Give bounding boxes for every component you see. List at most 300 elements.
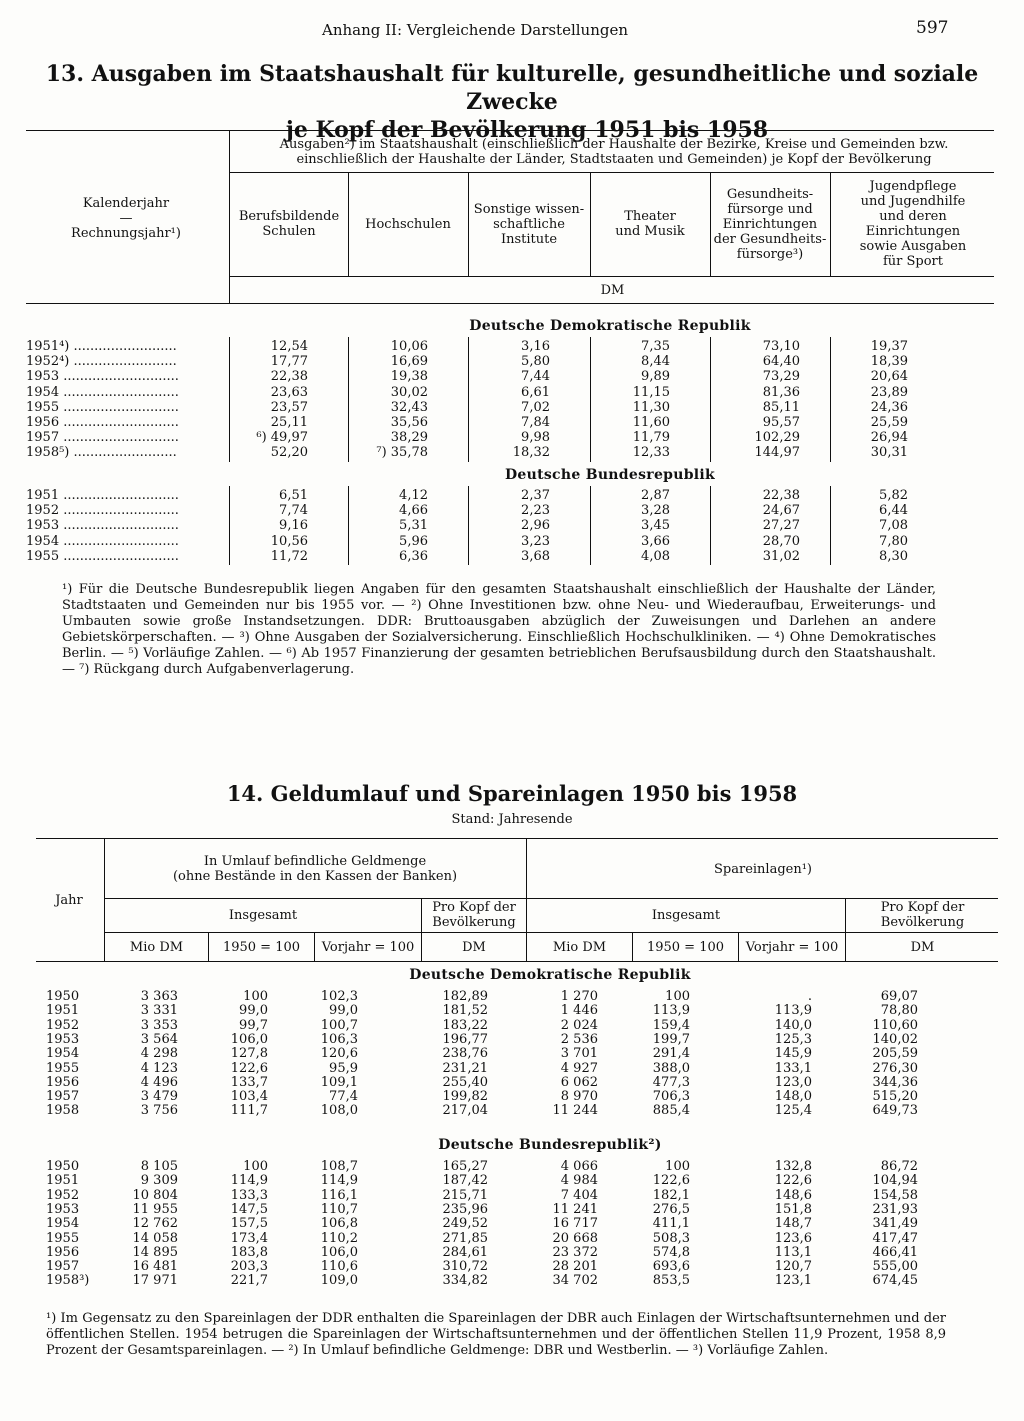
table-cell: 114,9 [230,1173,268,1189]
table-cell: 103,4 [230,1089,268,1105]
table-cell: 183,22 [442,1017,488,1033]
table-row [0,400,1024,415]
row-year: 1952 [46,1017,80,1033]
table-cell: 344,36 [872,1074,918,1090]
table-cell: 113,9 [774,1003,812,1019]
row-year: 1957 [46,1089,80,1105]
row-label: 1952⁴) ......................... [26,354,177,370]
table-cell: 853,5 [652,1273,690,1289]
table-cell: 73,10 [762,339,800,354]
table-cell: 81,36 [762,384,800,400]
table13-section-title: Deutsche Bundesrepublik [504,467,716,483]
table-row [0,1018,1024,1033]
table-cell: 16,69 [390,354,428,370]
table-cell: 3,23 [521,533,550,549]
table-cell: 221,7 [230,1273,268,1289]
table-cell: 16 717 [552,1216,598,1232]
table-cell: 199,7 [652,1031,690,1047]
table-cell: 6,61 [521,384,550,400]
table14-sub-mio-1: Mio DM [129,939,184,955]
table-cell: 132,8 [774,1159,812,1174]
table-cell: 181,52 [442,1003,488,1019]
row-label: 1954 ............................ [26,384,179,400]
table-row [0,1061,1024,1076]
col-divider [208,932,209,961]
table-cell: 4 123 [140,1060,178,1076]
table-cell: 110,6 [320,1259,358,1275]
table-cell: 102,3 [320,989,358,1004]
row-label: 1954 ............................ [26,533,179,549]
table-row [0,339,1024,354]
row-year: 1958³) [46,1273,90,1289]
table-cell: 7 404 [560,1187,598,1203]
table-cell: 125,3 [774,1031,812,1047]
table-cell: 8 105 [140,1159,178,1174]
table-cell: 12 762 [132,1216,178,1232]
table-cell: 706,3 [652,1089,690,1105]
table-cell: 4 298 [140,1046,178,1062]
table-cell: 157,5 [230,1216,268,1232]
table-cell: 10,06 [390,339,428,354]
row-year: 1954 [46,1046,80,1062]
row-label: 1957 ............................ [26,430,179,446]
table-cell: 291,4 [652,1046,690,1062]
table-cell: 5,31 [399,518,428,534]
table-cell: 14 895 [132,1244,178,1260]
table-cell: 22,38 [762,488,800,503]
table13-col-theater: Theater und Musik [615,209,685,239]
table-cell: 231,21 [442,1060,488,1076]
table-cell: 574,8 [652,1244,690,1260]
table-cell: 2,23 [521,503,550,519]
table-cell: 508,3 [652,1230,690,1246]
table-cell: 25,59 [870,415,908,430]
table-cell: 3 701 [560,1046,598,1062]
table-cell: 165,27 [442,1159,488,1174]
table-cell: 7,08 [879,518,908,534]
table-cell: 255,40 [442,1074,488,1090]
table-cell: 145,9 [774,1046,812,1062]
table-cell: 122,6 [774,1173,812,1189]
table-cell: 203,3 [230,1259,268,1275]
table-cell: 113,9 [652,1003,690,1019]
table-cell: 693,6 [652,1259,690,1275]
table-cell: 7,44 [521,369,550,385]
table13-col-institute: Sonstige wissen- schaftliche Institute [473,201,585,247]
row-label: 1955 ............................ [26,399,179,415]
table-cell: 159,4 [652,1017,690,1033]
table-cell: 19,37 [870,339,908,354]
table-cell: 151,8 [774,1201,812,1217]
table-cell: 144,97 [754,445,800,461]
table-cell: 52,20 [270,445,308,461]
table14-title: 14. Geldumlauf und Spareinlagen 1950 bis 1958 [226,781,798,806]
table-cell: 411,1 [652,1216,690,1232]
table-cell: 187,42 [442,1173,488,1189]
table-cell: 477,3 [652,1074,690,1090]
table14-prokopf-1: Pro Kopf der Bevölkerung [432,900,516,930]
table-cell: 77,4 [329,1089,358,1105]
table-cell: 123,1 [774,1273,812,1289]
row-label: 1953 ............................ [26,518,179,534]
table14-insgesamt-1: Insgesamt [228,907,298,923]
table13-title [20,60,1004,144]
row-year: 1950 [46,1159,80,1174]
row-year: 1953 [46,1201,80,1217]
table-cell: 1 270 [560,989,598,1004]
col-divider [830,172,831,276]
table-cell: 32,43 [390,399,428,415]
row-year: 1955 [46,1230,80,1246]
table-row [0,1159,1024,1174]
table-cell: 417,47 [872,1230,918,1246]
table-row [0,1032,1024,1047]
table13-col-gesundheit: Gesundheits- fürsorge und Einrichtungen der Gesundheits- fürsorge³) [713,186,827,262]
table-cell: 4,12 [399,488,428,503]
table14-sub-dm-2: DM [910,939,935,955]
table-cell: 11,15 [632,384,670,400]
table-cell: 10,56 [270,533,308,549]
table14-section-title: Deutsche Bundesrepublik²) [438,1137,662,1153]
table-row [0,415,1024,430]
table-cell: 466,41 [872,1244,918,1260]
page-number: 597 [916,18,949,38]
table-cell: 3 353 [140,1017,178,1033]
table-cell: 28,70 [762,533,800,549]
table-cell: 276,30 [872,1060,918,1076]
table-cell: 147,5 [230,1201,268,1217]
row-label: 1952 ............................ [26,503,179,519]
table-cell: 3 479 [140,1089,178,1105]
table-cell: 99,7 [239,1017,268,1033]
table-cell: 16 481 [132,1259,178,1275]
table-cell: 674,45 [872,1273,918,1289]
table-cell: 10 804 [132,1187,178,1203]
table-cell: 9,89 [641,369,670,385]
table-cell: 100 [243,989,268,1004]
table-cell: 116,1 [320,1187,358,1203]
table-cell: 334,82 [442,1273,488,1289]
table-cell: 7,02 [521,399,550,415]
table13-unit-rule [229,276,994,277]
table13-section-title: Deutsche Demokratische Republik [469,318,751,334]
table13-col-berufsbildende: Berufsbildende Schulen [238,209,340,239]
table-cell: 154,58 [872,1187,918,1203]
table-cell: 649,73 [872,1103,918,1119]
row-year: 1953 [46,1031,80,1047]
table-cell: 4,08 [641,548,670,564]
table-cell: 23 372 [552,1244,598,1260]
table-cell: 3 363 [140,989,178,1004]
table-cell: 4 927 [560,1060,598,1076]
table-cell: 95,9 [329,1060,358,1076]
table-row [0,1075,1024,1090]
table-cell: 271,85 [442,1230,488,1246]
table-cell: 11 955 [132,1201,178,1217]
table-cell: 23,89 [870,384,908,400]
col-divider [710,172,711,276]
table-row [0,1046,1024,1061]
table-row [0,534,1024,549]
table-cell: 25,11 [270,415,308,430]
table-cell: 106,8 [320,1216,358,1232]
table-row [0,385,1024,400]
table-cell: 1 446 [560,1003,598,1019]
table-cell: 231,93 [872,1201,918,1217]
table14-stub-divider [104,839,105,961]
table-cell: 20 668 [552,1230,598,1246]
table-row [0,1216,1024,1231]
table-cell: 18,32 [512,445,550,461]
table-row [0,354,1024,369]
table-cell: 100 [665,989,690,1004]
table14-sub-index1950-1: 1950 = 100 [222,939,301,955]
col-divider [421,898,422,961]
table-cell: 17 971 [132,1273,178,1289]
table-row [0,1245,1024,1260]
table-cell: 110,7 [320,1201,358,1217]
table-cell: 99,0 [329,1003,358,1019]
table-cell: 18,39 [870,354,908,370]
row-year: 1954 [46,1216,80,1232]
table-cell: 20,64 [870,369,908,385]
table-cell: 100 [243,1159,268,1174]
table14-sub-vorjahr-1: Vorjahr = 100 [321,939,415,955]
table-cell: 215,71 [442,1187,488,1203]
table-cell: 5,96 [399,533,428,549]
table-cell: 388,0 [652,1060,690,1076]
table-cell: 109,0 [320,1273,358,1289]
table-cell: 108,0 [320,1103,358,1119]
table14-stub-header: Jahr [55,892,83,908]
table-cell: 199,82 [442,1089,488,1105]
table-cell: 28 201 [552,1259,598,1275]
row-year: 1951 [46,1173,80,1189]
table-cell: 106,0 [230,1031,268,1047]
table-cell: 106,0 [320,1244,358,1260]
table-cell: 85,11 [762,399,800,415]
table-cell: 148,6 [774,1187,812,1203]
table-cell: 148,7 [774,1216,812,1232]
col-divider [632,932,633,961]
table-cell: 2,96 [521,518,550,534]
table-cell: 123,6 [774,1230,812,1246]
table13-top-rule [26,130,994,131]
table-cell: 122,6 [230,1060,268,1076]
table14-group-divider [526,839,527,961]
table-cell: 30,31 [870,445,908,461]
table-cell: 73,29 [762,369,800,385]
table13-spanner-rule [229,172,994,173]
table14-prokopf-2: Pro Kopf der Bevölkerung [880,900,965,930]
table13-unit: DM [600,282,625,298]
row-label: 1955 ............................ [26,548,179,564]
row-year: 1957 [46,1259,80,1275]
table-cell: ⁶) 49,97 [256,430,308,446]
table-cell: 12,54 [270,339,308,354]
table-cell: 69,07 [880,989,918,1004]
table14-group-geldmenge: In Umlauf befindliche Geldmenge (ohne Bestände in den Kassen der Banken) [172,854,458,884]
table14-sub-vorjahr-2: Vorjahr = 100 [745,939,839,955]
table-cell: 12,33 [632,445,670,461]
table-cell: 19,38 [390,369,428,385]
table-cell: 24,36 [870,399,908,415]
row-year: 1952 [46,1187,80,1203]
table-cell: 3 756 [140,1103,178,1119]
row-label: 1956 ............................ [26,415,179,430]
table-cell: 7,80 [879,533,908,549]
table-cell: 205,59 [872,1046,918,1062]
table-cell: 4 984 [560,1173,598,1189]
table-cell: 6 062 [560,1074,598,1090]
table-cell: 2,87 [641,488,670,503]
col-divider [348,172,349,276]
table-cell: 99,0 [239,1003,268,1019]
table-row [0,989,1024,1004]
table-cell: 8 970 [560,1089,598,1105]
table-cell: 122,6 [652,1173,690,1189]
table-cell: 102,29 [754,430,800,446]
table-cell: 9 309 [140,1173,178,1189]
table-cell: 11,30 [632,399,670,415]
table-cell: 235,96 [442,1201,488,1217]
row-year: 1951 [46,1003,80,1019]
table13-stub-header: Kalenderjahr — Rechnungsjahr¹) [71,195,181,241]
table-cell: 885,4 [652,1103,690,1119]
table-cell: 341,49 [872,1216,918,1232]
table-cell: 106,3 [320,1031,358,1047]
row-year: 1958 [46,1103,80,1119]
col-divider [738,932,739,961]
table-cell: 11,72 [270,548,308,564]
table-cell: 7,74 [279,503,308,519]
table14-section-title: Deutsche Demokratische Republik [409,967,691,983]
table14-sub-mio-2: Mio DM [552,939,607,955]
table-cell: 125,4 [774,1103,812,1119]
table-cell: 182,89 [442,989,488,1004]
running-head-text: Anhang II: Vergleichende Darstellungen [322,21,629,39]
table-row [0,518,1024,533]
table-cell: 6,36 [399,548,428,564]
table-cell: 11 244 [552,1103,598,1119]
table14-sub-rule [104,932,998,933]
table-cell: 24,67 [762,503,800,519]
col-divider [590,172,591,276]
table-cell: 249,52 [442,1216,488,1232]
table-cell: 6,44 [879,503,908,519]
table-row [0,430,1024,445]
table-row [0,445,1024,460]
table14-group-rule [104,898,998,899]
row-year: 1955 [46,1060,80,1076]
table-cell: 120,7 [774,1259,812,1275]
table-row [0,1231,1024,1246]
table-cell: 8,30 [879,548,908,564]
table13-spanner: Ausgaben²) im Staatshaushalt (einschließlich der Haushalte der Bezirke, Kreise und Gemeinden bzw. einschließlich der Haushalte der Länder, Stadtstaaten und Gemeinden) je Kopf der Bevölkerung [279,137,949,167]
table-cell: 123,0 [774,1074,812,1090]
table-cell: 108,7 [320,1159,358,1174]
table13-header-bottom-rule [26,303,994,304]
table-cell: 100,7 [320,1017,358,1033]
table-cell: 35,56 [390,415,428,430]
table-cell: 9,16 [279,518,308,534]
col-divider [468,172,469,276]
table13-title-line2: je Kopf der Bevölkerung 1951 bis 1958 [285,117,769,143]
table-cell: 133,1 [774,1060,812,1076]
table-cell: 78,80 [880,1003,918,1019]
table-row [0,1202,1024,1217]
table-cell: 284,61 [442,1244,488,1260]
row-year: 1956 [46,1074,80,1090]
table-cell: 30,02 [390,384,428,400]
table-row [0,1173,1024,1188]
table-cell: 109,1 [320,1074,358,1090]
table-cell: 8,44 [641,354,670,370]
table-cell: 3 331 [140,1003,178,1019]
table-cell: 3,16 [521,339,550,354]
table-cell: 173,4 [230,1230,268,1246]
row-label: 1953 ............................ [26,369,179,385]
table-cell: 23,63 [270,384,308,400]
table14-sub-dm-1: DM [462,939,486,955]
table-cell: 11,60 [632,415,670,430]
table-cell: 127,8 [230,1046,268,1062]
table-cell: 5,82 [879,488,908,503]
table14-subtitle: Stand: Jahresende [451,812,573,827]
row-year: 1956 [46,1244,80,1260]
table-cell: 4 066 [560,1159,598,1174]
table-cell: 196,77 [442,1031,488,1047]
table-cell: 133,3 [230,1187,268,1203]
table-cell: 111,7 [230,1103,268,1119]
table14-top-rule [36,838,998,839]
table13-title-line1: 13. Ausgaben im Staatshaushalt für kulturelle, gesundheitliche und soziale Zwecke [45,61,979,115]
table-cell: 515,20 [872,1089,918,1105]
table-cell: 183,8 [230,1244,268,1260]
table-row [0,1089,1024,1104]
table14-group-spareinlagen: Spareinlagen¹) [714,861,812,877]
table-cell: 104,94 [872,1173,918,1189]
table-cell: ⁷) 35,78 [376,445,428,461]
table-cell: 95,57 [762,415,800,430]
table13-stub-divider [229,131,230,303]
col-divider [314,932,315,961]
table-row [0,1188,1024,1203]
table13-footnotes: ¹) Für die Deutsche Bundesrepublik liegen Angaben für den gesamten Staatshaushalt einschließlich der Haushalte der Länder, Stadtstaaten und Gemeinden nur bis 1955 vor. — ²) Ohne Investitionen bzw. ohne Neu- und Wiederaufbau, Erweiterungs- und Umbauten sowie große Instandsetzungen. DDR: Bruttoausgaben abzüglich der Zuweisungen und Darlehen an andere Gebietskörperschaften. — ³) Ohne Ausgaben der Sozialversicherung. Einschließlich Hochschulkliniken. — ⁴) Ohne Demokratisches Berlin. — ⁵) Vorläufige Zahlen. — ⁶) Ab 1957 Finanzierung der gesamten betrieblichen Berufsausbildung durch den Staatshaushalt. — ⁷) Rückgang durch Aufgabenverlagerung. [62,582,936,677]
table-cell: 86,72 [880,1159,918,1174]
table13-col-hochschulen: Hochschulen [365,216,451,232]
table-cell: . [807,989,812,1004]
table-cell: 140,0 [774,1017,812,1033]
table-cell: 64,40 [762,354,800,370]
table-cell: 182,1 [652,1187,690,1203]
table-cell: 2,37 [521,488,550,503]
row-label: 1958⁵) ......................... [26,445,177,461]
table-cell: 110,2 [320,1230,358,1246]
table-cell: 120,6 [320,1046,358,1062]
col-divider [845,898,846,961]
table-cell: 2 024 [560,1017,598,1033]
table-cell: 3,66 [641,533,670,549]
table-cell: 11,79 [632,430,670,446]
table14-header-bottom-rule [36,961,998,962]
table14-footnotes: ¹) Im Gegensatz zu den Spareinlagen der DDR enthalten die Spareinlagen der DBR auch Einlagen der Wirtschaftsunternehmen und der öffentlichen Stellen. 1954 betrugen die Spareinlagen der Wirtschaftsunternehmen und der öffentlichen Stellen 11,9 Prozent, 1958 8,9 Prozent der Gesamtspareinlagen. — ²) In Umlauf befindliche Geldmenge: DBR und Westberlin. — ³) Vorläufige Zahlen. [46,1311,946,1358]
table-row [0,1003,1024,1018]
table-row [0,369,1024,384]
table-cell: 100 [665,1159,690,1174]
table-cell: 3,28 [641,503,670,519]
table-cell: 276,5 [652,1201,690,1217]
